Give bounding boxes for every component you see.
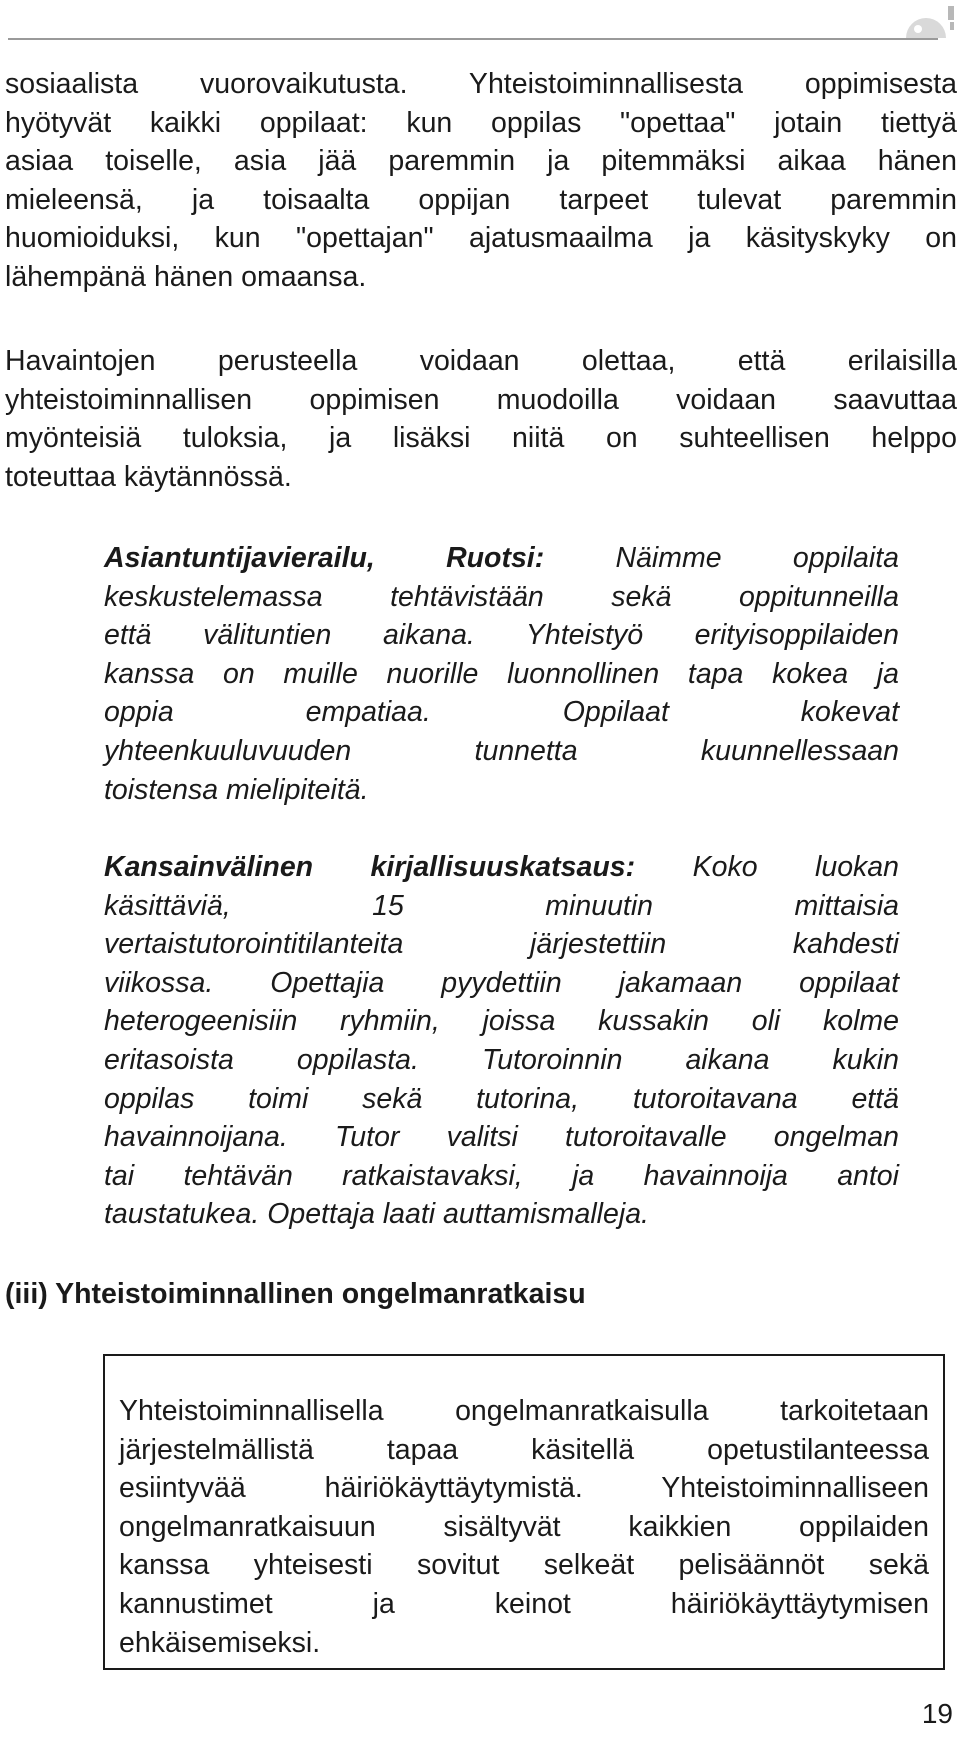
case-sweden-label: Asiantuntijavierailu, Ruotsi: — [104, 542, 545, 574]
section-heading: (iii) Yhteistoiminnallinen ongelmanratkaisu — [5, 1278, 586, 1310]
corner-logo-icon — [900, 2, 956, 42]
case-review-line: eritasoista oppilasta. Tutoroinnin aikana kukin — [104, 1043, 899, 1076]
intro-line: lähempänä hänen omaansa. — [5, 260, 367, 293]
definition-line: ehkäisemiseksi. — [119, 1626, 321, 1659]
case-sweden-line: oppia empatiaa. Oppilaat kokevat — [104, 696, 899, 729]
case-review-line: vertaistutorointitilanteita järjestettiin kahdesti — [104, 928, 899, 961]
page-number: 19 — [921, 1698, 953, 1729]
case-review-label: Kansainvälinen kirjallisuuskatsaus: — [104, 851, 636, 883]
case-sweden-line: kanssa on muille nuorille luonnollinen tapa kokea ja — [104, 657, 899, 690]
case-review — [104, 848, 899, 1234]
case-review-first-text: Koko luokan — [692, 851, 899, 883]
case-review-line: viikossa. Opettajia pyydettiin jakamaan oppilaat — [104, 966, 899, 999]
observations-line: toteuttaa käytännössä. — [5, 460, 292, 493]
intro-paragraph — [5, 65, 957, 297]
definition-line: järjestelmällistä tapaa käsitellä opetustilanteessa — [119, 1433, 929, 1466]
intro-line: hyötyvät kaikki oppilaat: kun oppilas "opettaa" jotain tiettyä — [5, 106, 957, 139]
case-review-line: taustatukea. Opettaja laati auttamismalleja. — [104, 1198, 649, 1231]
definition-box — [103, 1354, 945, 1670]
case-sweden-line: keskustelemassa tehtävistään sekä oppitunneilla — [104, 580, 899, 613]
definition-line: kanssa yhteisesti sovitut selkeät pelisäännöt sekä — [119, 1549, 929, 1582]
observations-line: myönteisiä tuloksia, ja lisäksi niitä on suhteellisen helppo — [5, 422, 957, 455]
observations-line: yhteistoiminnallisen oppimisen muodoilla voidaan saavuttaa — [5, 383, 957, 416]
case-sweden-line: että välituntien aikana. Yhteistyö erityisoppilaiden — [104, 619, 899, 652]
case-sweden-line: yhteenkuuluvuuden tunnetta kuunnellessaan — [104, 734, 899, 767]
case-sweden — [104, 539, 899, 809]
intro-line: mieleensä, ja toisaalta oppijan tarpeet tulevat paremmin — [5, 183, 957, 216]
intro-line: asiaa toiselle, asia jää paremmin ja pitemmäksi aikaa hänen — [5, 145, 957, 178]
header-rule — [8, 38, 938, 40]
definition-line: esiintyvää häiriökäyttäytymistä. Yhteistoiminnalliseen — [119, 1472, 929, 1505]
case-sweden-first-line — [104, 539, 899, 578]
case-review-first-line — [104, 848, 899, 887]
case-review-line: oppilas toimi sekä tutorina, tutoroitavana että — [104, 1082, 899, 1115]
definition-line: Yhteistoiminnallisella ongelmanratkaisulla tarkoitetaan — [119, 1395, 929, 1427]
intro-line: sosiaalista vuorovaikutusta. Yhteistoiminnallisesta oppimisesta — [5, 68, 957, 100]
case-sweden-line: toistensa mielipiteitä. — [104, 773, 369, 806]
case-sweden-first-text: Näimme oppilaita — [615, 542, 900, 574]
case-review-line: heterogeenisiin ryhmiin, joissa kussakin oli kolme — [104, 1005, 899, 1038]
case-review-line: havainnoijana. Tutor valitsi tutoroitavalle ongelman — [104, 1121, 899, 1154]
case-review-line: tai tehtävän ratkaistavaksi, ja havainnoija antoi — [104, 1159, 899, 1192]
observations-line: Havaintojen perusteella voidaan olettaa, että erilaisilla — [5, 345, 957, 377]
intro-line: huomioiduksi, kun "opettajan" ajatusmaailma ja käsityskyky on — [5, 222, 957, 255]
case-review-line: käsittäviä, 15 minuutin mittaisia — [104, 889, 899, 922]
definition-line: kannustimet ja keinot häiriökäyttäytymisen — [119, 1587, 929, 1620]
observations-paragraph — [5, 342, 957, 496]
definition-line: ongelmanratkaisuun sisältyvät kaikkien oppilaiden — [119, 1510, 929, 1543]
definition-paragraph — [119, 1392, 929, 1662]
